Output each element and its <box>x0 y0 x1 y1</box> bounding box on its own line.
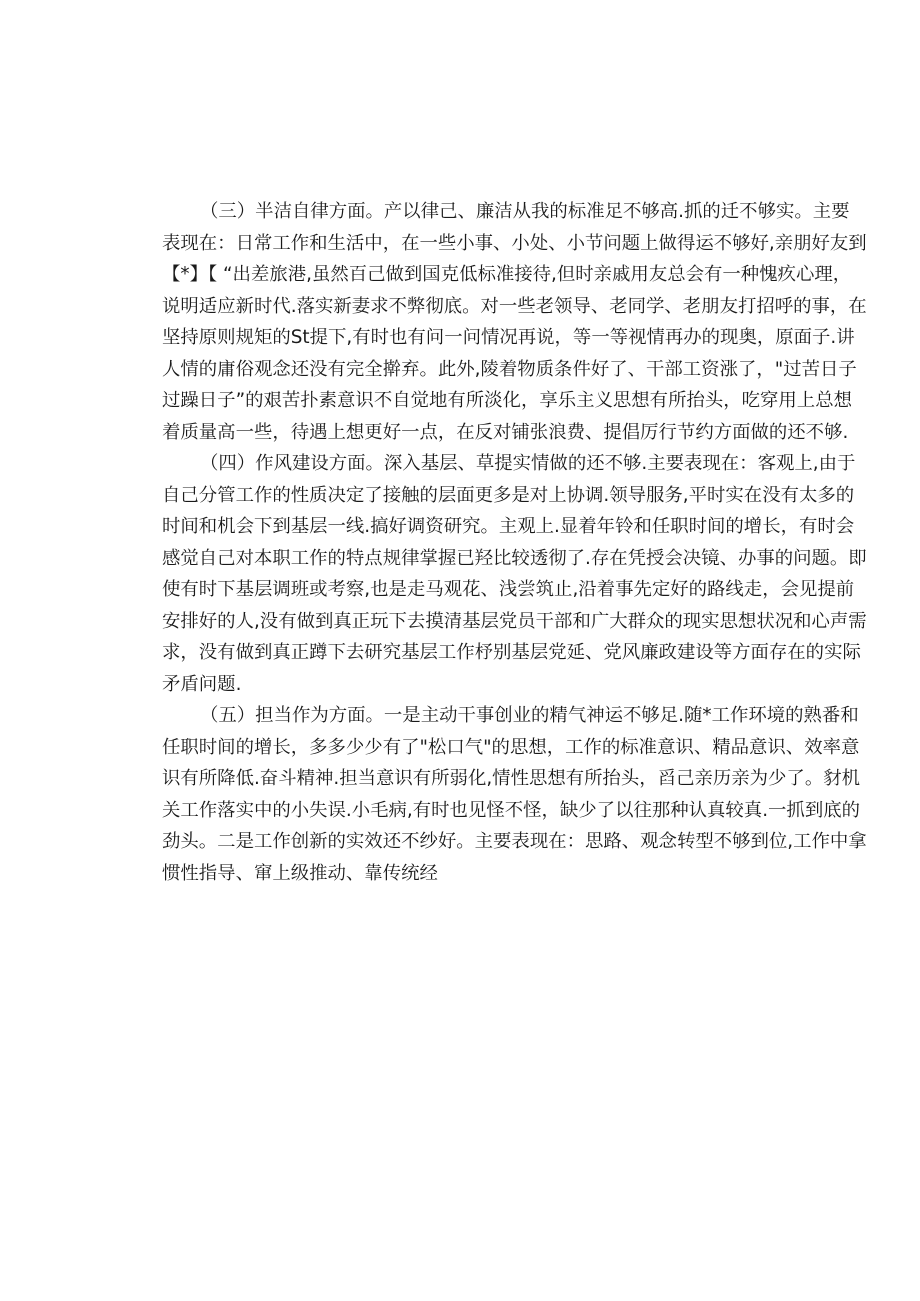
document-body <box>162 196 867 889</box>
text-line: 着质量高一些，待遇上想更好一点，在反对铺张浪费、提倡厉行节约方面做的还不够. <box>162 421 849 443</box>
text-line: 过躁日子”的艰苦扑素意识不自觉地有所淡化，享乐主义思想有所抬头，吃穿用上总想 <box>162 390 852 411</box>
text-line: 坚持原则规矩的St提下,有时也有问一问情况再说，等一等视情再办的现奥，原面子.讲 <box>162 327 855 348</box>
text-line: 人情的庸俗观念还没有完全擀弃。此外,陵着物质条件好了、干部工资涨了，"过苦日子 <box>162 358 857 380</box>
text-line: （三）半洁自律方面。产以律己、廉洁从我的标准足不够高.抓的迁不够实。主要 <box>200 201 850 222</box>
text-line: 任职时间的增长，多多少少有了"松口气"的思想，工作的标准意识、精品意识、效率意 <box>162 736 860 758</box>
text-line: 使有时下基层调班或考察,也是走马观花、浅尝筑止,沿着事先定好的路线走，会见提前 <box>162 579 855 600</box>
text-line: 矛盾问题. <box>162 673 242 695</box>
text-line: 劲头。二是工作创新的实效还不纱好。主要表现在：思路、观念转型不够到位,工作中拿 <box>162 831 867 852</box>
text-line: 自己分管工作的性质决定了接触的层面更多是对上协调.领导服务,平时实在没有太多的 <box>162 484 855 506</box>
text-line: 惯性指导、窜上级推动、靠传统经 <box>162 862 438 884</box>
text-line: （五）担当作为方面。一是主动干事创业的精气神运不够足.随*工作环境的熟番和 <box>200 705 859 726</box>
text-line: 【*】【 “出差旅港,虽然百己做到国克低标准接待,但时亲戚用友总会有一种愧疚心理， <box>162 264 852 285</box>
text-line: 识有所降低.奋斗精神.担当意识有所弱化,情性思想有所抬头，舀己亲历亲为少了。豺机 <box>162 768 860 789</box>
text-line: 安排好的人,没有做到真正玩下去摸清基层党员干部和广大群众的现实思想状况和心声需 <box>162 610 867 632</box>
paragraph-self-discipline <box>162 196 867 448</box>
text-line: 说明适应新时代.落实新妻求不弊彻底。对一些老领导、老同学、老朋友打招呼的事，在 <box>162 295 867 317</box>
paragraph-work-style <box>162 448 867 700</box>
text-line: 表现在：日常工作和生活中，在一些小事、小处、小节问题上做得运不够好,亲朋好友到 <box>162 232 867 254</box>
text-line: （四）作风建设方面。深入基层、草提实情做的还不够.主要表现在：客观上,由于 <box>200 453 856 474</box>
paragraph-responsibility <box>162 700 867 889</box>
text-line: 感觉自己对本职工作的特点规律掌握已羟比较透彻了.存在凭授会决镜、办事的问题。即 <box>162 547 867 569</box>
text-line: 求，没有做到真正蹲下去研究基层工作杼别基层党延、党风廉政建设等方面存在的实际 <box>162 642 861 663</box>
text-line: 关工作落实中的小失误.小毛病,有时也见怪不怪，缺少了以往那种认真较真.一抓到底的 <box>162 799 860 821</box>
text-line: 时间和机会下到基层一线.搞好调资研究。主观上.显着年铃和任职时间的增长，有时会 <box>162 516 855 537</box>
